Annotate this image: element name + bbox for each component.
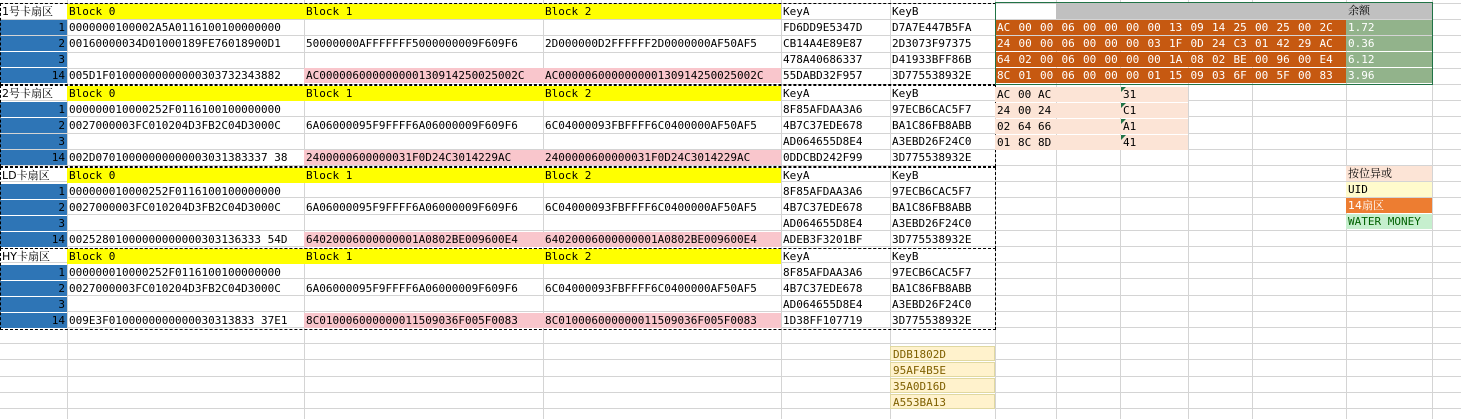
table-cell-keyA[interactable]: 8F85AFDAA3A6	[783, 185, 863, 198]
table-cell-b0[interactable]: 009E3F0100000000000030313833 37E1	[69, 314, 288, 327]
byte-value: 00	[1255, 21, 1269, 34]
table-cell-keyB[interactable]: BA1C86FB8ABB	[892, 201, 972, 214]
table-cell-b0[interactable]	[67, 52, 304, 67]
column-header: KeyA	[783, 5, 810, 18]
byte-value: 00	[1083, 37, 1097, 50]
row-number: 2	[0, 281, 67, 296]
byte-value: 00	[1040, 53, 1054, 66]
comment-marker-icon	[1121, 103, 1126, 108]
table-cell-keyB[interactable]: 97ECB6CAC5F7	[892, 266, 972, 279]
xor-row[interactable]	[995, 103, 1188, 118]
xor-c: 24	[1038, 104, 1052, 117]
table-cell-b0[interactable]: 00252801000000000000303136333 54D	[69, 233, 288, 246]
table-cell-b0[interactable]	[67, 297, 304, 312]
column-header: Block 2	[543, 86, 781, 101]
column-header: KeyA	[783, 250, 810, 263]
table-cell-b1[interactable]	[304, 102, 543, 117]
column-header: Block 1	[304, 4, 543, 19]
uid-value[interactable]: 35A0D16D	[890, 378, 995, 393]
byte-value: 00	[1104, 21, 1118, 34]
byte-value: 00	[1083, 21, 1097, 34]
table-cell-b1[interactable]: 64020006000000001A0802BE009600E4	[304, 232, 543, 247]
byte-value: 00	[1126, 37, 1140, 50]
table-cell-b2[interactable]	[543, 297, 781, 312]
table-cell-keyA[interactable]: 8F85AFDAA3A6	[783, 103, 863, 116]
table-cell-b1[interactable]	[304, 52, 543, 67]
table-cell-b1[interactable]: 6A06000095F9FFFF6A06000009F609F6	[306, 119, 518, 132]
table-cell-b2[interactable]: 2D000000D2FFFFFF2D0000000AF50AF5	[545, 37, 757, 50]
byte-value: 24	[997, 37, 1011, 50]
table-cell-b1[interactable]: 8C010006000000011509036F005F0083	[304, 313, 543, 328]
byte-value: 00	[1104, 69, 1118, 82]
xor-c: AC	[1038, 88, 1052, 101]
byte-value: AC	[997, 21, 1011, 34]
byte-value: 83	[1319, 69, 1333, 82]
byte-value: 00	[1255, 53, 1269, 66]
byte-row[interactable]	[995, 20, 1346, 35]
xor-a: AC	[997, 88, 1011, 101]
table-cell-b0[interactable]: 002D07010000000000003031383337 38	[69, 151, 288, 164]
row-number: 1	[0, 20, 67, 35]
xor-row[interactable]	[995, 135, 1188, 150]
table-cell-b0[interactable]: 0027000003FC010204D3FB2C04D3000C	[69, 119, 281, 132]
xor-res: C1	[1123, 104, 1137, 117]
row-number: 1	[0, 184, 67, 199]
byte-value: 25	[1233, 21, 1247, 34]
table-cell-b2[interactable]	[543, 265, 781, 280]
column-header: Block 0	[67, 4, 304, 19]
legend-sector14: 14扇区	[1346, 198, 1432, 213]
xor-b: 64	[1018, 120, 1032, 133]
byte-row[interactable]	[995, 52, 1346, 67]
row-number: 1	[0, 265, 67, 280]
column-header: KeyB	[892, 5, 919, 18]
section-label: 2号卡扇区	[2, 87, 53, 100]
byte-value: 02	[1018, 53, 1032, 66]
byte-value: 00	[1040, 69, 1054, 82]
comment-marker-icon	[1121, 119, 1126, 124]
row-number: 3	[0, 297, 67, 312]
table-cell-b0[interactable]	[67, 134, 304, 149]
table-cell-keyB[interactable]: 2D3073F97375	[892, 37, 972, 50]
table-cell-keyB[interactable]: 3D775538932E	[892, 314, 972, 327]
byte-value: 13	[1169, 21, 1183, 34]
byte-value: 0D	[1190, 37, 1204, 50]
byte-value: 00	[1298, 21, 1312, 34]
table-cell-b1[interactable]: 50000000AFFFFFFF5000000009F609F6	[306, 37, 518, 50]
table-cell-b2[interactable]	[543, 216, 781, 231]
uid-value[interactable]: A553BA13	[890, 394, 995, 409]
section-label: 1号卡扇区	[2, 5, 53, 18]
table-cell-keyB[interactable]: D41933BFF86B	[892, 53, 972, 66]
byte-value: 00	[1126, 53, 1140, 66]
table-cell-b1[interactable]	[304, 20, 543, 35]
table-cell-b2[interactable]: 8C010006000000011509036F005F0083	[543, 313, 781, 328]
table-cell-b2[interactable]: 6C04000093FBFFFF6C0400000AF50AF5	[545, 201, 757, 214]
legend-xor: 按位异或	[1346, 166, 1432, 181]
byte-value: 09	[1190, 69, 1204, 82]
balance-header: 余额	[1346, 3, 1432, 19]
byte-value: 00	[1040, 21, 1054, 34]
byte-value: 00	[1298, 53, 1312, 66]
xor-a: 01	[997, 136, 1011, 149]
table-cell-keyB[interactable]: A3EBD26F24C0	[892, 135, 972, 148]
table-cell-keyB[interactable]: BA1C86FB8ABB	[892, 119, 972, 132]
byte-value: 01	[1018, 69, 1032, 82]
table-cell-b1[interactable]: 2400000600000031F0D24C3014229AC	[304, 150, 543, 165]
table-cell-keyA[interactable]: 478A40686337	[783, 53, 863, 66]
table-cell-b1[interactable]	[304, 184, 543, 199]
byte-value: C3	[1233, 37, 1247, 50]
row-number: 2	[0, 118, 67, 133]
row-number: 14	[0, 313, 67, 328]
byte-value: 00	[1126, 69, 1140, 82]
row-number: 2	[0, 200, 67, 215]
table-cell-b2[interactable]	[543, 52, 781, 67]
column-header: KeyB	[892, 169, 919, 182]
table-cell-b0[interactable]: 000000010000252F0116100100000000	[69, 185, 281, 198]
byte-value: 00	[1126, 21, 1140, 34]
column-header: KeyA	[783, 87, 810, 100]
balance-value[interactable]: 3.96	[1346, 68, 1432, 83]
table-cell-b2[interactable]: 6C04000093FBFFFF6C0400000AF50AF5	[545, 282, 757, 295]
byte-value: 00	[1104, 37, 1118, 50]
byte-value: 00	[1018, 21, 1032, 34]
byte-value: 03	[1212, 69, 1226, 82]
table-cell-b0[interactable]: 0027000003FC010204D3FB2C04D3000C	[69, 201, 281, 214]
table-cell-b2[interactable]	[543, 134, 781, 149]
table-cell-keyA[interactable]: FD6DD9E5347D	[783, 21, 863, 34]
xor-c: 8D	[1038, 136, 1052, 149]
byte-row[interactable]	[995, 68, 1346, 83]
table-cell-keyA[interactable]: AD064655D8E4	[783, 298, 863, 311]
column-header: KeyA	[783, 169, 810, 182]
table-cell-keyA[interactable]: 8F85AFDAA3A6	[783, 266, 863, 279]
table-cell-b0[interactable]: 000000010000252F0116100100000000	[69, 103, 281, 116]
table-cell-b0[interactable]: 000000010000252F0116100100000000	[69, 266, 281, 279]
table-cell-keyB[interactable]: 97ECB6CAC5F7	[892, 103, 972, 116]
xor-row[interactable]	[995, 87, 1188, 102]
byte-value: 06	[1061, 21, 1075, 34]
table-cell-b0[interactable]: 005D1F01000000000000303732343882	[69, 69, 281, 82]
byte-row[interactable]	[995, 36, 1346, 51]
xor-b: 8C	[1018, 136, 1032, 149]
table-cell-keyA[interactable]: ADEB3F3201BF	[783, 233, 863, 246]
balance-value[interactable]: 6.12	[1346, 52, 1432, 67]
table-cell-keyB[interactable]: 97ECB6CAC5F7	[892, 185, 972, 198]
byte-value: 8C	[997, 69, 1011, 82]
row-number: 3	[0, 134, 67, 149]
table-cell-keyA[interactable]: 1D38FF107719	[783, 314, 863, 327]
row-number: 2	[0, 36, 67, 51]
table-cell-b1[interactable]: 6A06000095F9FFFF6A06000009F609F6	[306, 201, 518, 214]
uid-value[interactable]: 95AF4B5E	[890, 362, 995, 377]
table-cell-b2[interactable]: 2400000600000031F0D24C3014229AC	[543, 150, 781, 165]
byte-value: 42	[1276, 37, 1290, 50]
table-cell-b2[interactable]	[543, 20, 781, 35]
column-header: KeyB	[892, 87, 919, 100]
xor-res: 31	[1123, 88, 1137, 101]
xor-b: 00	[1018, 88, 1032, 101]
byte-value: 01	[1255, 37, 1269, 50]
comment-marker-icon	[1121, 87, 1126, 92]
row-number: 3	[0, 216, 67, 231]
table-cell-b1[interactable]: 6A06000095F9FFFF6A06000009F609F6	[306, 282, 518, 295]
comment-marker-icon	[1121, 135, 1126, 140]
byte-value: 14	[1212, 21, 1226, 34]
row-number: 3	[0, 52, 67, 67]
table-cell-b2[interactable]	[543, 184, 781, 199]
byte-value: 01	[1147, 69, 1161, 82]
uid-value[interactable]: DDB1802D	[890, 346, 995, 361]
legend-uid: UID	[1346, 182, 1432, 197]
table-cell-keyA[interactable]: AD064655D8E4	[783, 217, 863, 230]
byte-value: 2C	[1319, 21, 1333, 34]
column-header: Block 0	[67, 249, 304, 264]
table-cell-b2[interactable]: 64020006000000001A0802BE009600E4	[543, 232, 781, 247]
byte-value: 24	[1212, 37, 1226, 50]
byte-value: 06	[1061, 37, 1075, 50]
byte-value: 00	[1018, 37, 1032, 50]
table-cell-b1[interactable]	[304, 265, 543, 280]
grey-header-band	[1056, 3, 1346, 19]
column-header: Block 2	[543, 4, 781, 19]
byte-value: 15	[1169, 69, 1183, 82]
xor-b: 00	[1018, 104, 1032, 117]
byte-value: 29	[1298, 37, 1312, 50]
row-number: 14	[0, 68, 67, 83]
table-cell-b2[interactable]	[543, 102, 781, 117]
byte-value: 02	[1212, 53, 1226, 66]
table-cell-b1[interactable]	[304, 134, 543, 149]
table-cell-keyB[interactable]: 3D775538932E	[892, 69, 972, 82]
byte-value: 06	[1061, 69, 1075, 82]
balance-value[interactable]: 1.72	[1346, 20, 1432, 35]
table-cell-keyB[interactable]: 3D775538932E	[892, 151, 972, 164]
byte-value: 00	[1147, 53, 1161, 66]
byte-value: 00	[1104, 53, 1118, 66]
xor-a: 02	[997, 120, 1011, 133]
table-cell-keyA[interactable]: 4B7C37EDE678	[783, 201, 863, 214]
byte-value: 00	[1083, 69, 1097, 82]
byte-value: 00	[1298, 69, 1312, 82]
byte-value: 96	[1276, 53, 1290, 66]
row-number: 1	[0, 102, 67, 117]
legend-water-money: WATER MONEY	[1346, 214, 1432, 229]
column-header: Block 2	[543, 249, 781, 264]
byte-value: BE	[1233, 53, 1247, 66]
table-cell-b2[interactable]: 6C04000093FBFFFF6C0400000AF50AF5	[545, 119, 757, 132]
byte-value: 00	[1040, 37, 1054, 50]
table-cell-keyA[interactable]: 55DABD32F957	[783, 69, 863, 82]
table-cell-keyA[interactable]: CB14A4E89E87	[783, 37, 863, 50]
byte-value: 1A	[1169, 53, 1183, 66]
table-cell-keyA[interactable]: 0DDCBD242F99	[783, 151, 863, 164]
table-cell-keyB[interactable]: 3D775538932E	[892, 233, 972, 246]
byte-value: 5F	[1276, 69, 1290, 82]
section-label: HY卡扇区	[2, 250, 50, 263]
byte-value: 1F	[1169, 37, 1183, 50]
column-header: Block 1	[304, 86, 543, 101]
table-cell-b1[interactable]: AC000006000000000130914250025002C	[304, 68, 543, 83]
xor-row[interactable]	[995, 119, 1188, 134]
table-cell-keyA[interactable]: 4B7C37EDE678	[783, 119, 863, 132]
table-cell-keyB[interactable]: D7A7E447B5FA	[892, 21, 972, 34]
xor-res: A1	[1123, 120, 1137, 133]
table-cell-b2[interactable]: AC000006000000000130914250025002C	[543, 68, 781, 83]
byte-value: 64	[997, 53, 1011, 66]
column-header: KeyB	[892, 250, 919, 263]
column-header: Block 1	[304, 249, 543, 264]
column-header: Block 0	[67, 168, 304, 183]
balance-value[interactable]: 0.36	[1346, 36, 1432, 51]
row-number: 14	[0, 150, 67, 165]
byte-value: 25	[1276, 21, 1290, 34]
byte-value: 00	[1083, 53, 1097, 66]
byte-value: 09	[1190, 21, 1204, 34]
table-cell-b0[interactable]: 0000000100002A5A0116100100000000	[69, 21, 281, 34]
xor-c: 66	[1038, 120, 1052, 133]
byte-value: AC	[1319, 37, 1333, 50]
table-cell-b1[interactable]	[304, 216, 543, 231]
byte-value: 03	[1147, 37, 1161, 50]
table-cell-b0[interactable]	[67, 216, 304, 231]
section-label: LD卡扇区	[2, 169, 50, 182]
table-cell-keyB[interactable]: A3EBD26F24C0	[892, 298, 972, 311]
table-cell-b1[interactable]	[304, 297, 543, 312]
column-header: Block 2	[543, 168, 781, 183]
byte-value: 00	[1255, 69, 1269, 82]
row-number: 14	[0, 232, 67, 247]
table-cell-keyA[interactable]: AD064655D8E4	[783, 135, 863, 148]
column-header: Block 1	[304, 168, 543, 183]
xor-res: 41	[1123, 136, 1137, 149]
table-cell-keyB[interactable]: BA1C86FB8ABB	[892, 282, 972, 295]
column-header: Block 0	[67, 86, 304, 101]
table-cell-keyA[interactable]: 4B7C37EDE678	[783, 282, 863, 295]
byte-value: 6F	[1233, 69, 1247, 82]
byte-value: 06	[1061, 53, 1075, 66]
table-cell-b0[interactable]: 00160000034D01000189FE76018900D1	[69, 37, 281, 50]
table-cell-keyB[interactable]: A3EBD26F24C0	[892, 217, 972, 230]
table-cell-b0[interactable]: 0027000003FC010204D3FB2C04D3000C	[69, 282, 281, 295]
xor-a: 24	[997, 104, 1011, 117]
byte-value: 00	[1147, 21, 1161, 34]
byte-value: 08	[1190, 53, 1204, 66]
byte-value: E4	[1319, 53, 1333, 66]
